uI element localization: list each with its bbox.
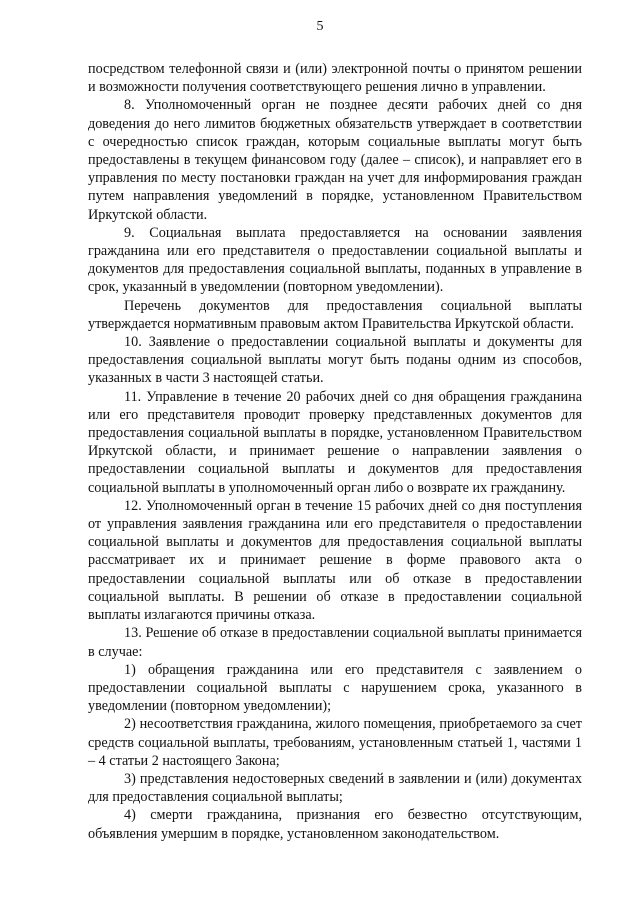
paragraph-9-documents-list: Перечень документов для предоставления социальной выплаты утверждается нормативным правовым актом Правительства Иркутской области.: [88, 297, 582, 332]
paragraph-9: 9. Социальная выплата предоставляется на основании заявления гражданина или его представителя о предоставлении социальной выплаты и документов для предоставления социальной выплаты, поданных в управление в срок, указанный в уведомлении (повторном уведомлении).: [88, 224, 582, 296]
list-item-1: 1) обращения гражданина или его представителя с заявлением о предоставлении социальной выплаты с нарушением срока, указанного в уведомлении (повторном уведомлении);: [88, 661, 582, 715]
list-item-4: 4) смерти гражданина, признания его безвестно отсутствующим, объявления умершим в порядке, установленном законодательством.: [88, 807, 582, 842]
list-item-3: 3) представления недостоверных сведений в заявлении и (или) документах для предоставления социальной выплаты;: [88, 770, 582, 806]
page-number: 5: [316, 19, 324, 34]
paragraph-13: 13. Решение об отказе в предоставлении социальной выплаты принимается в случае:: [88, 625, 582, 660]
document-body: [88, 60, 582, 843]
paragraph-11: 11. Управление в течение 20 рабочих дней со дня обращения гражданина или его представителя проводит проверку представленных документов для предоставления социальной выплаты в порядке, установленном Правительством Иркутской области, и принимает решение о направлении заявления о предоставлении социальной выплаты и документов для предоставления социальной выплаты в уполномоченный орган либо о возврате их гражданину.: [88, 388, 582, 496]
paragraph-continuation: посредством телефонной связи и (или) электронной почты о принятом решении и возможности получения соответствующего решения лично в управлении.: [88, 61, 582, 96]
paragraph-8: 8. Уполномоченный орган не позднее десяти рабочих дней со дня доведения до него лимитов бюджетных обязательств утверждает в соответствии с очередностью список граждан, которым социальные выплаты могут быть предоставлены в текущем финансовом году (далее – список), и направляет его в управления по месту постановки граждан на учет для информирования граждан путем направления уведомлений в порядке, установленном Правительством Иркутской области.: [88, 97, 582, 223]
paragraph-12: 12. Уполномоченный орган в течение 15 рабочих дней со дня поступления от управления заявления гражданина или его представителя о предоставлении социальной выплаты и документов для предоставления социальной выплаты рассматривает их и принимает решение в форме правового акта о предоставлении социальной выплаты или об отказе в предоставлении социальной выплаты. В решении об отказе в предоставлении социальной выплаты излагаются причины отказа.: [88, 497, 582, 624]
paragraph-10: 10. Заявление о предоставлении социальной выплаты и документы для предоставления социальной выплаты могут быть поданы одним из способов, указанных в части 3 настоящей статьи.: [88, 334, 582, 387]
list-item-2: 2) несоответствия гражданина, жилого помещения, приобретаемого за счет средств социальной выплаты, требованиям, установленным статьей 1, частями 1 – 4 статьи 2 настоящего Закона;: [88, 716, 582, 769]
